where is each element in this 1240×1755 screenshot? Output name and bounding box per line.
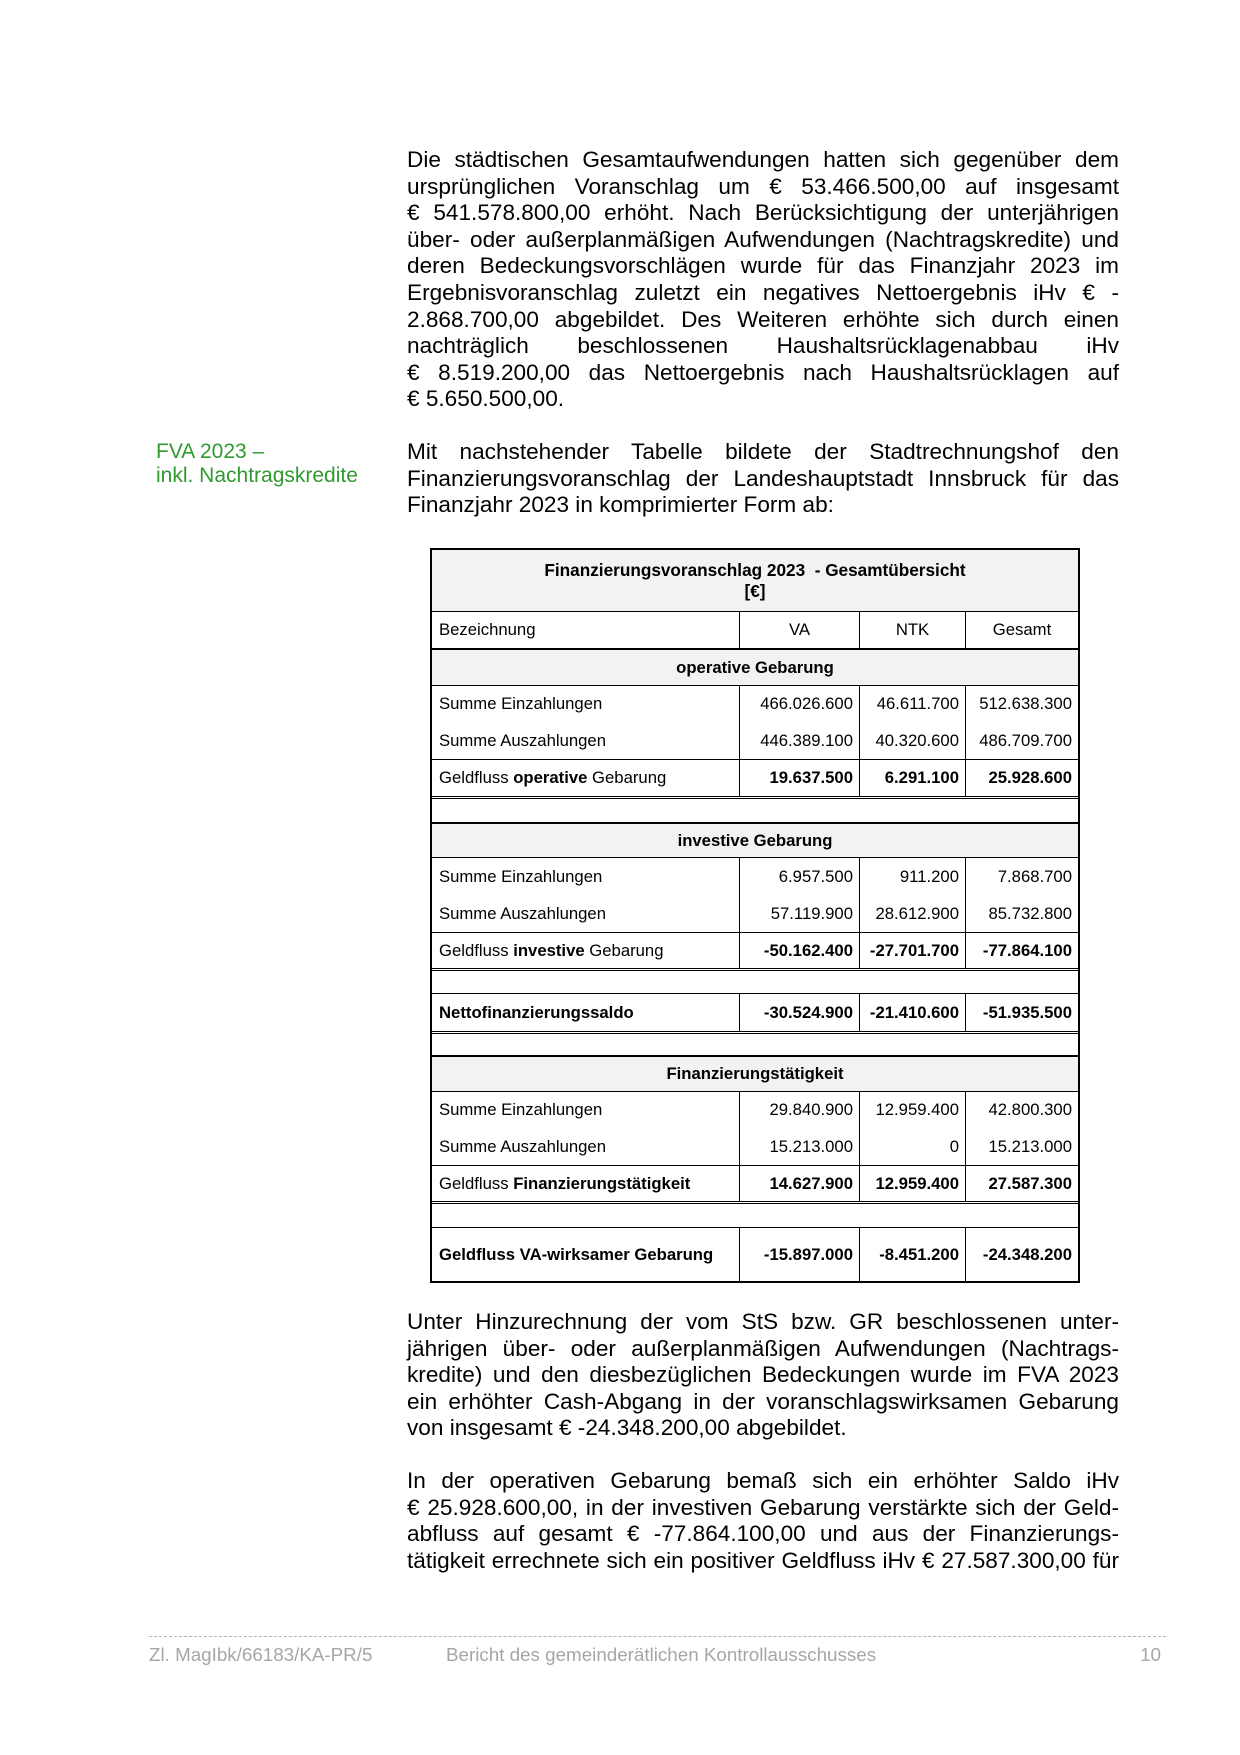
text-line: 2.868.700,00 abgebildet. Des Weiteren erhöhte sich durch einen: [407, 306, 1119, 332]
row-label: Geldfluss VA-wirksamer Gebarung: [439, 1244, 714, 1264]
cell-va: 446.389.100: [739, 723, 859, 760]
footer-title: Bericht des gemeinderätlichen Kontrollausschusses: [446, 1644, 877, 1665]
table-header-row: [432, 612, 1078, 649]
text-line: von insgesamt € -24.348.200,00 abgebildet.: [407, 1415, 847, 1441]
row-label: Summe Auszahlungen: [439, 1136, 606, 1156]
row-label: Nettofinanzierungssaldo: [439, 1002, 634, 1022]
cell-gesamt: 15.213.000: [965, 1129, 1078, 1166]
cell-ntk: 40.320.600: [859, 723, 965, 760]
cell-ntk: -21.410.600: [859, 994, 965, 1031]
text-line: Mit nachstehender Tabelle bildete der Stadtrechnungshof den: [407, 439, 1119, 464]
text-line: tätigkeit errechnete sich ein positiver Geldfluss iHv € 27.587.300,00 für: [407, 1547, 1119, 1573]
cell-gesamt: -24.348.200: [965, 1228, 1078, 1281]
text-line: € 5.650.500,00.: [407, 386, 565, 412]
text-line: Finanzjahr 2023 in komprimierter Form ab:: [407, 492, 834, 518]
spacer-row: [432, 1031, 1078, 1056]
row-label: Summe Einzahlungen: [439, 1100, 603, 1120]
row-label: Summe Einzahlungen: [439, 866, 603, 886]
cell-va: -15.897.000: [739, 1228, 859, 1281]
table-row: [432, 1129, 1078, 1166]
cell-gesamt: 85.732.800: [965, 895, 1078, 932]
cell-gesamt: 42.800.300: [965, 1092, 1078, 1129]
text-line: In der operativen Gebarung bemaß sich ein erhöhter Saldo iHv: [407, 1468, 1119, 1493]
section-heading: operative Gebarung: [432, 649, 1078, 686]
text-line: € 541.578.800,00 erhöht. Nach Berücksichtigung der unterjährigen: [407, 200, 1119, 226]
cell-gesamt: -51.935.500: [965, 994, 1078, 1031]
text-line: € 25.928.600,00, in der investiven Gebarung verstärkte sich der Geld-: [407, 1494, 1119, 1520]
paragraph-table-intro: [407, 439, 1119, 519]
total-row: [432, 759, 1078, 796]
column-header-va: VA: [739, 612, 859, 648]
column-header-gesamt: Gesamt: [965, 612, 1078, 648]
section-heading: Finanzierungstätigkeit: [432, 1056, 1078, 1092]
footer-divider: [149, 1636, 1166, 1637]
cell-va: 57.119.900: [739, 895, 859, 932]
text-line: € 8.519.200,00 das Nettoergebnis nach Haushaltsrücklagen auf: [407, 359, 1119, 385]
margin-note: [156, 440, 358, 487]
column-header-bezeichnung: Bezeichnung: [439, 620, 536, 639]
section-rows: [432, 686, 1078, 759]
cell-ntk: 12.959.400: [859, 1092, 965, 1129]
text-line: über- oder außerplanmäßigen Aufwendungen (Nachtragskredite) und: [407, 226, 1119, 252]
table-row: [432, 858, 1078, 895]
spacer-row: [432, 968, 1078, 994]
paragraph-cash-outflow: [407, 1309, 1119, 1442]
text-line: ein erhöhter Cash-Abgang in der voranschlagswirksamen Gebarung: [407, 1388, 1119, 1414]
cell-gesamt: 486.709.700: [965, 723, 1078, 760]
paragraph-expenses: [407, 147, 1119, 413]
table-title-text: Finanzierungsvoranschlag 2023 - Gesamtübersicht: [544, 559, 966, 580]
text-line: Unter Hinzurechnung der vom StS bzw. GR beschlossenen unter-: [407, 1309, 1119, 1334]
cell-va: 19.637.500: [739, 760, 859, 796]
cell-va: -30.524.900: [739, 994, 859, 1031]
cell-va: 15.213.000: [739, 1129, 859, 1166]
row-label: Geldfluss investive Gebarung: [439, 940, 664, 960]
row-label: Geldfluss operative Gebarung: [439, 768, 667, 787]
table-title: [432, 550, 1078, 612]
cell-gesamt: 512.638.300: [965, 686, 1078, 723]
section-heading: investive Gebarung: [432, 823, 1078, 858]
cell-ntk: 12.959.400: [859, 1166, 965, 1201]
table-row: [432, 1092, 1078, 1129]
text-line: ursprünglichen Voranschlag um € 53.466.500,00 auf insgesamt: [407, 173, 1119, 199]
table-row: [432, 895, 1078, 932]
text-line: deren Bedeckungsvorschlägen wurde für das Finanzjahr 2023 im: [407, 253, 1119, 279]
cell-ntk: 0: [859, 1129, 965, 1166]
margin-note-line: FVA 2023 –: [156, 440, 265, 463]
cell-gesamt: 7.868.700: [965, 858, 1078, 895]
row-label: Summe Auszahlungen: [439, 730, 606, 750]
spacer-row: [432, 796, 1078, 823]
financing-budget-table: [430, 548, 1080, 1283]
cell-ntk: 6.291.100: [859, 760, 965, 796]
row-label: Summe Einzahlungen: [439, 694, 603, 714]
paragraph-operative-balance: [407, 1468, 1119, 1574]
row-label: Geldfluss Finanzierungstätigkeit: [439, 1173, 691, 1193]
text-line: Die städtischen Gesamtaufwendungen hatten sich gegenüber dem: [407, 147, 1119, 172]
table-title-unit: [€]: [744, 580, 766, 601]
footer-page-number: 10: [1140, 1644, 1161, 1665]
column-header-ntk: NTK: [859, 612, 965, 648]
section-rows: [432, 858, 1078, 932]
cell-ntk: 46.611.700: [859, 686, 965, 723]
cell-va: 29.840.900: [739, 1092, 859, 1129]
cell-va: -50.162.400: [739, 933, 859, 968]
footer-doc-number: Zl. MagIbk/66183/KA-PR/5: [149, 1644, 373, 1665]
total-row: [432, 1165, 1078, 1201]
margin-note-line: inkl. Nachtragskredite: [156, 463, 358, 487]
cell-ntk: 28.612.900: [859, 895, 965, 932]
spacer-row: [432, 1201, 1078, 1228]
cell-gesamt: -77.864.100: [965, 933, 1078, 968]
total-row: [432, 932, 1078, 968]
cell-ntk: 911.200: [859, 858, 965, 895]
cell-ntk: -8.451.200: [859, 1228, 965, 1281]
table-row: [432, 686, 1078, 723]
text-line: Ergebnisvoranschlag zuletzt ein negatives Nettoergebnis iHv € -: [407, 279, 1119, 305]
section-rows: [432, 1092, 1078, 1165]
cell-ntk: -27.701.700: [859, 933, 965, 968]
text-line: nachträglich beschlossenen Haushaltsrücklagenabbau iHv: [407, 333, 1119, 359]
cell-va: 14.627.900: [739, 1166, 859, 1201]
table-row: [432, 723, 1078, 760]
row-label: Summe Auszahlungen: [439, 903, 606, 923]
net-financing-row: [432, 994, 1078, 1031]
cell-va: 6.957.500: [739, 858, 859, 895]
cell-gesamt: 27.587.300: [965, 1166, 1078, 1201]
cell-va: 466.026.600: [739, 686, 859, 723]
text-line: abfluss auf gesamt € -77.864.100,00 und aus der Finanzierungs-: [407, 1521, 1119, 1547]
text-line: Finanzierungsvoranschlag der Landeshauptstadt Innsbruck für das: [407, 465, 1119, 491]
text-line: kredite) und den diesbezüglichen Bedeckungen wurde im FVA 2023: [407, 1362, 1119, 1388]
text-line: jährigen über- oder außerplanmäßigen Aufwendungen (Nachtrags-: [407, 1335, 1119, 1361]
va-effective-row: [432, 1228, 1078, 1281]
cell-gesamt: 25.928.600: [965, 760, 1078, 796]
